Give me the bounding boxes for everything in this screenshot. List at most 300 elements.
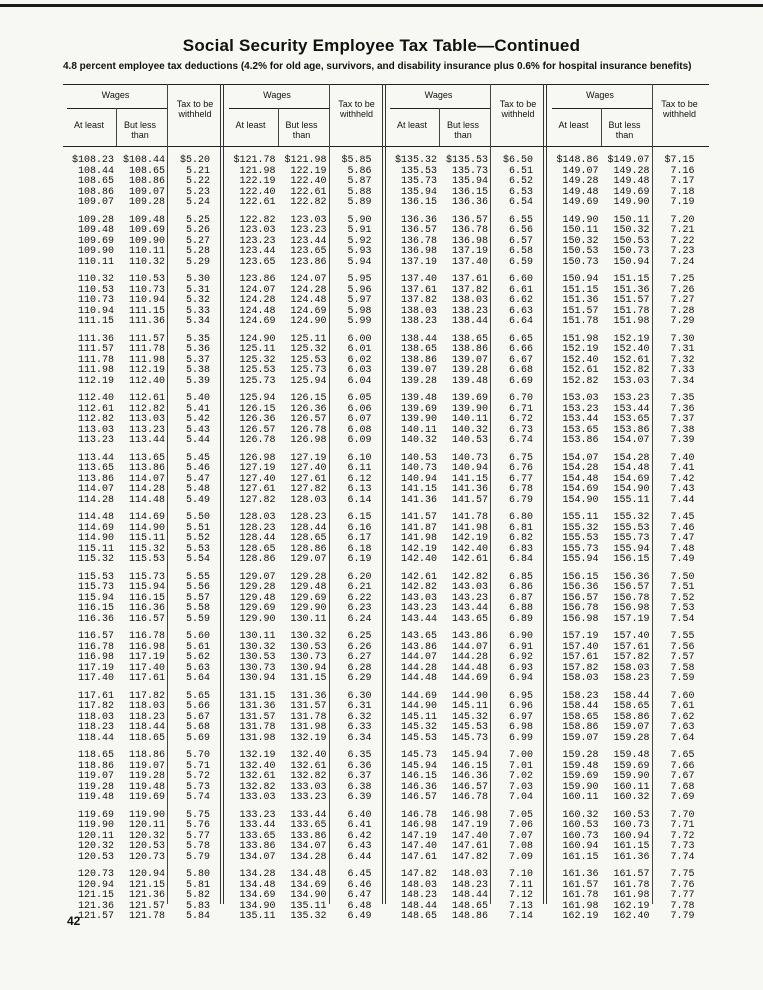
table-cell-at-least: $108.23 (71, 155, 114, 166)
table-cell-at-least: 129.48 (239, 592, 276, 604)
table-cell-at-least: 130.11 (239, 631, 276, 642)
wages-header-rule (67, 108, 167, 109)
table-cell-but-less-than: 114.28 (128, 484, 165, 495)
table-cell-tax: 5.38 (185, 365, 210, 376)
table-cell-but-less-than: 133.23 (290, 792, 327, 803)
table-cell-at-least: 153.23 (562, 403, 599, 415)
table-cell-tax: 6.97 (508, 711, 533, 723)
table-cell-tax: 6.53 (508, 186, 533, 198)
table-cell-at-least: $148.86 (556, 155, 599, 166)
table-cell-but-less-than: 155.94 (613, 543, 650, 555)
table-cell-at-least: 159.07 (562, 732, 599, 744)
table-cell-tax: 7.71 (670, 820, 695, 831)
table-cell-tax: 6.25 (347, 631, 372, 642)
table-cell-at-least: 131.57 (239, 711, 276, 723)
table-cell-tax: 7.66 (670, 760, 695, 772)
table-cell-at-least: 160.32 (562, 809, 599, 821)
table-cell-but-less-than: 136.36 (451, 197, 488, 208)
table-cell-but-less-than: 121.57 (128, 900, 165, 912)
at-least-header: At least (558, 120, 589, 130)
table-cell-at-least: 118.86 (77, 760, 114, 772)
table-cell-but-less-than: 118.65 (128, 732, 165, 744)
table-cell-at-least: 143.65 (400, 631, 437, 642)
table-cell-tax: 6.10 (347, 452, 372, 464)
table-cell-but-less-than: 134.48 (290, 869, 327, 880)
table-cell-but-less-than: 148.44 (451, 890, 488, 901)
table-cell-at-least: 156.98 (562, 613, 599, 625)
table-cell-at-least: 161.36 (562, 869, 599, 880)
table-cell-but-less-than: 149.69 (613, 186, 650, 198)
table-cell-at-least: 146.15 (400, 771, 437, 782)
table-cell-tax: 5.22 (185, 176, 210, 187)
table-cell-at-least: 121.36 (77, 900, 114, 912)
table-cell-but-less-than: 143.44 (451, 603, 488, 614)
table-cell-at-least: 125.53 (239, 365, 276, 376)
table-cell-tax: 6.81 (508, 522, 533, 534)
table-cell-tax: 7.30 (670, 333, 695, 345)
table-cell-tax: 6.76 (508, 463, 533, 474)
table-cell-at-least: $135.32 (394, 155, 437, 166)
table-cell-at-least: 154.28 (562, 463, 599, 474)
table-cell-tax: 6.14 (347, 494, 372, 506)
table-cell-tax: 7.18 (670, 186, 695, 198)
table-cell-at-least: 141.15 (400, 484, 437, 495)
table-cell-tax: 5.44 (185, 435, 210, 446)
table-cell-tax: 5.51 (185, 522, 210, 534)
table-cell-but-less-than: 115.32 (128, 543, 165, 555)
table-cell-but-less-than: 116.36 (128, 603, 165, 614)
table-cell-but-less-than: 161.57 (613, 869, 650, 880)
table-cell-tax: 7.25 (670, 274, 695, 285)
table-cell-at-least: 121.57 (77, 911, 114, 922)
table-cell-but-less-than: 131.98 (290, 722, 327, 733)
table-cell-at-least: 120.73 (77, 869, 114, 880)
table-cell-tax: 6.70 (508, 393, 533, 404)
table-cell-tax: 6.88 (508, 603, 533, 614)
table-cell-at-least: 145.94 (400, 760, 437, 772)
table-cell-tax: 6.28 (347, 662, 372, 674)
table-cell-at-least: 146.78 (400, 809, 437, 821)
table-cell-but-less-than: 161.15 (613, 841, 650, 852)
table-cell-at-least: 147.82 (400, 869, 437, 880)
table-cell-at-least: 126.36 (239, 414, 276, 425)
table-cell-but-less-than: 152.40 (613, 344, 650, 355)
table-cell-tax: 5.49 (185, 494, 210, 506)
table-cell-tax: 7.45 (670, 512, 695, 523)
table-cell-at-least: 138.44 (400, 333, 437, 345)
table-cell-tax: 7.67 (670, 771, 695, 782)
table-cell-at-least: 142.61 (400, 571, 437, 583)
tax-withheld-header: Tax to be withheld (176, 99, 214, 119)
table-cell-tax: 5.73 (185, 781, 210, 793)
group-divider (543, 84, 547, 904)
table-cell-but-less-than: 134.90 (290, 890, 327, 901)
table-cell-tax: 5.71 (185, 760, 210, 772)
table-cell-at-least: 132.82 (239, 781, 276, 793)
table-cell-but-less-than: 160.11 (613, 781, 650, 793)
table-cell-tax: 7.39 (670, 435, 695, 446)
table-cell-at-least: 112.40 (77, 393, 114, 404)
table-cell-at-least: 133.44 (239, 820, 276, 831)
table-cell-at-least: 151.57 (562, 305, 599, 317)
table-cell-tax: 7.72 (670, 830, 695, 842)
table-cell-but-less-than: 150.11 (613, 214, 650, 226)
table-cell-tax: 5.77 (185, 830, 210, 842)
table-cell-at-least: 141.87 (400, 522, 437, 534)
table-cell-but-less-than: 115.73 (128, 571, 165, 583)
table-cell-but-less-than: 139.07 (451, 354, 488, 366)
table-cell-but-less-than: 150.32 (613, 225, 650, 236)
table-cell-tax: 6.69 (508, 375, 533, 387)
table-cell-tax: 7.74 (670, 851, 695, 863)
table-cell-at-least: 130.94 (239, 673, 276, 684)
table-cell-tax: 6.49 (347, 911, 372, 922)
table-cell-tax: $5.20 (179, 155, 210, 166)
table-cell-tax: 5.39 (185, 375, 210, 387)
table-cell-tax: 7.35 (670, 393, 695, 404)
table-cell-tax: 6.41 (347, 820, 372, 831)
table-cell-tax: 7.41 (670, 463, 695, 474)
table-cell-at-least: 148.23 (400, 890, 437, 901)
table-cell-at-least: 140.11 (400, 424, 437, 436)
table-cell-at-least: 143.44 (400, 613, 437, 625)
table-cell-tax: 6.18 (347, 543, 372, 555)
table-cell-tax: 7.13 (508, 900, 533, 912)
table-cell-at-least: 110.11 (77, 256, 114, 268)
table-cell-tax: 5.60 (185, 631, 210, 642)
table-cell-at-least: 141.36 (400, 494, 437, 506)
table-cell-at-least: 151.78 (562, 316, 599, 327)
table-cell-but-less-than: 146.98 (451, 809, 488, 821)
table-cell-tax: 5.32 (185, 295, 210, 306)
table-cell-at-least: 117.40 (77, 673, 114, 684)
table-cell-at-least: 128.23 (239, 522, 276, 534)
table-cell-but-less-than: 109.90 (128, 235, 165, 247)
table-cell-tax: 6.07 (347, 414, 372, 425)
table-cell-at-least: 145.32 (400, 722, 437, 733)
table-cell-tax: 5.26 (185, 225, 210, 236)
table-cell-but-less-than: 152.82 (613, 365, 650, 376)
table-cell-at-least: 124.07 (239, 284, 276, 296)
table-cell-at-least: 159.69 (562, 771, 599, 782)
table-cell-but-less-than: 129.69 (290, 592, 327, 604)
table-cell-tax: 5.31 (185, 284, 210, 296)
table-cell-at-least: 150.32 (562, 235, 599, 247)
table-cell-at-least: 123.03 (239, 225, 276, 236)
table-cell-but-less-than: 133.65 (290, 820, 327, 831)
table-cell-tax: 6.92 (508, 652, 533, 663)
table-cell-tax: 5.59 (185, 613, 210, 625)
table-cell-tax: 5.28 (185, 246, 210, 257)
table-cell-but-less-than: 119.90 (128, 809, 165, 821)
table-cell-but-less-than: 122.40 (290, 176, 327, 187)
table-cell-but-less-than: 140.32 (451, 424, 488, 436)
table-cell-at-least: 155.73 (562, 543, 599, 555)
table-cell-at-least: 153.86 (562, 435, 599, 446)
table-cell-but-less-than: 151.57 (613, 295, 650, 306)
table-cell-but-less-than: 153.65 (613, 414, 650, 425)
table-cell-but-less-than: 142.40 (451, 543, 488, 555)
table-cell-but-less-than: 116.78 (128, 631, 165, 642)
table-cell-at-least: 152.82 (562, 375, 599, 387)
table-cell-tax: 6.79 (508, 494, 533, 506)
table-cell-but-less-than: 139.90 (451, 403, 488, 415)
table-cell-but-less-than: 145.11 (451, 701, 488, 712)
table-cell-tax: 5.62 (185, 652, 210, 663)
table-cell-but-less-than: 114.90 (128, 522, 165, 534)
group-divider (220, 84, 224, 904)
table-cell-tax: 7.05 (508, 809, 533, 821)
table-cell-tax: 7.06 (508, 820, 533, 831)
table-cell-tax: 7.54 (670, 613, 695, 625)
table-cell-but-less-than: 118.03 (128, 701, 165, 712)
table-cell-but-less-than: 108.86 (128, 176, 165, 187)
table-cell-but-less-than: 153.03 (613, 375, 650, 387)
table-cell-at-least: 161.98 (562, 900, 599, 912)
table-cell-but-less-than: 126.36 (290, 403, 327, 415)
table-cell-but-less-than: 158.03 (613, 662, 650, 674)
table-cell-at-least: 137.82 (400, 295, 437, 306)
table-cell-but-less-than: 140.94 (451, 463, 488, 474)
table-cell-at-least: 117.19 (77, 662, 114, 674)
table-cell-tax: 6.11 (347, 463, 372, 474)
table-cell-at-least: 123.86 (239, 274, 276, 285)
table-cell-tax: 7.37 (670, 414, 695, 425)
table-cell-at-least: 119.69 (77, 809, 114, 821)
table-cell-but-less-than: 123.23 (290, 225, 327, 236)
table-cell-tax: 7.00 (508, 750, 533, 761)
table-cell-tax: 6.40 (347, 809, 372, 821)
table-cell-tax: 5.34 (185, 316, 210, 327)
table-cell-but-less-than: 153.86 (613, 424, 650, 436)
table-cell-tax: 7.11 (508, 879, 533, 891)
table-cell-tax: 5.25 (185, 214, 210, 226)
table-cell-but-less-than: 142.82 (451, 571, 488, 583)
table-cell-but-less-than: 156.57 (613, 582, 650, 593)
table-cell-tax: 6.19 (347, 554, 372, 565)
table-cell-but-less-than: 160.94 (613, 830, 650, 842)
table-cell-but-less-than: 135.11 (290, 900, 327, 912)
table-cell-tax: 7.61 (670, 701, 695, 712)
table-cell-at-least: 147.61 (400, 851, 437, 863)
table-cell-but-less-than: 159.28 (613, 732, 650, 744)
table-cell-tax: 7.24 (670, 256, 695, 268)
table-cell-tax: 6.42 (347, 830, 372, 842)
table-cell-tax: 7.22 (670, 235, 695, 247)
table-cell-but-less-than: 125.32 (290, 344, 327, 355)
table-cell-tax: 6.74 (508, 435, 533, 446)
table-cell-but-less-than: 147.19 (451, 820, 488, 831)
table-cell-tax: 6.23 (347, 603, 372, 614)
table-cell-but-less-than: 132.61 (290, 760, 327, 772)
table-cell-at-least: 160.73 (562, 830, 599, 842)
table-cell-tax: 6.77 (508, 473, 533, 485)
table-cell-but-less-than: 139.69 (451, 393, 488, 404)
table-cell-but-less-than: 160.53 (613, 809, 650, 821)
table-cell-tax: 6.33 (347, 722, 372, 733)
table-cell-tax: 5.58 (185, 603, 210, 614)
table-cell-at-least: 144.28 (400, 662, 437, 674)
table-cell-at-least: 160.11 (562, 792, 599, 803)
table-cell-but-less-than: 120.11 (128, 820, 165, 831)
table-cell-at-least: 147.19 (400, 830, 437, 842)
table-cell-but-less-than: 112.19 (128, 365, 165, 376)
table-cell-at-least: 116.78 (77, 641, 114, 653)
table-cell-tax: 5.30 (185, 274, 210, 285)
table-cell-tax: 6.67 (508, 354, 533, 366)
tax-withheld-header: Tax to be withheld (661, 99, 698, 119)
table-cell-at-least: 161.15 (562, 851, 599, 863)
table-cell-tax: 5.95 (347, 274, 372, 285)
table-cell-at-least: 136.15 (400, 197, 437, 208)
table-cell-tax: 6.82 (508, 533, 533, 544)
wages-header: Wages (424, 90, 453, 100)
table-cell-tax: 6.38 (347, 781, 372, 793)
table-cell-at-least: 134.69 (239, 890, 276, 901)
table-cell-at-least: 161.57 (562, 879, 599, 891)
table-cell-but-less-than: 119.69 (128, 792, 165, 803)
table-cell-tax: 6.99 (508, 732, 533, 744)
table-cell-but-less-than: 124.07 (290, 274, 327, 285)
table-cell-but-less-than: 110.53 (128, 274, 165, 285)
table-cell-tax: 6.75 (508, 452, 533, 464)
table-cell-at-least: 110.73 (77, 295, 114, 306)
table-cell-but-less-than: 146.78 (451, 792, 488, 803)
table-cell-at-least: 108.65 (77, 176, 114, 187)
table-cell-at-least: 128.03 (239, 512, 276, 523)
table-cell-at-least: $121.78 (233, 155, 276, 166)
table-cell-tax: 5.86 (347, 165, 372, 177)
table-cell-but-less-than: 110.32 (128, 256, 165, 268)
table-cell-tax: 7.40 (670, 452, 695, 464)
table-cell-tax: 5.63 (185, 662, 210, 674)
table-cell-but-less-than: 148.86 (451, 911, 488, 922)
table-cell-at-least: 130.32 (239, 641, 276, 653)
table-cell-at-least: 120.11 (77, 830, 114, 842)
table-cell-at-least: 131.36 (239, 701, 276, 712)
table-cell-but-less-than: 151.36 (613, 284, 650, 296)
table-cell-but-less-than: 124.48 (290, 295, 327, 306)
table-cell-at-least: 130.73 (239, 662, 276, 674)
table-cell-tax: 7.64 (670, 732, 695, 744)
table-cell-tax: 5.82 (185, 890, 210, 901)
table-cell-at-least: 146.57 (400, 792, 437, 803)
table-cell-tax: 7.49 (670, 554, 695, 565)
table-cell-but-less-than: 117.82 (128, 690, 165, 702)
table-cell-at-least: 158.23 (562, 690, 599, 702)
table-cell-tax: 6.02 (347, 354, 372, 366)
table-cell-at-least: 137.61 (400, 284, 437, 296)
table-cell-tax: 7.26 (670, 284, 695, 296)
table-cell-but-less-than: 144.69 (451, 673, 488, 684)
table-cell-tax: 7.28 (670, 305, 695, 317)
header-bottom-rule (63, 146, 709, 147)
table-cell-tax: 6.59 (508, 256, 533, 268)
table-cell-tax: 5.43 (185, 424, 210, 436)
table-cell-but-less-than: 151.15 (613, 274, 650, 285)
table-cell-at-least: 114.69 (77, 522, 114, 534)
table-cell-but-less-than: 143.86 (451, 631, 488, 642)
table-cell-at-least: 111.98 (77, 365, 114, 376)
but-less-than-header: But less than (123, 120, 156, 140)
table-cell-tax: 5.37 (185, 354, 210, 366)
table-cell-but-less-than: 129.90 (290, 603, 327, 614)
table-cell-at-least: 157.19 (562, 631, 599, 642)
table-cell-at-least: 140.73 (400, 463, 437, 474)
table-cell-but-less-than: 113.03 (128, 414, 165, 425)
table-cell-but-less-than: 156.15 (613, 554, 650, 565)
but-less-than-header: But less than (608, 120, 641, 140)
table-cell-tax: 5.81 (185, 879, 210, 891)
table-cell-tax: 5.92 (347, 235, 372, 247)
table-cell-at-least: 123.23 (239, 235, 276, 247)
table-cell-at-least: 156.57 (562, 592, 599, 604)
table-cell-at-least: 149.48 (562, 186, 599, 198)
table-cell-at-least: 142.82 (400, 582, 437, 593)
table-cell-but-less-than: 151.98 (613, 316, 650, 327)
table-cell-but-less-than: 157.61 (613, 641, 650, 653)
table-cell-but-less-than: 108.65 (128, 165, 165, 177)
table-cell-at-least: 129.90 (239, 613, 276, 625)
table-cell-tax: 7.17 (670, 176, 695, 187)
table-cell-but-less-than: 150.94 (613, 256, 650, 268)
table-cell-at-least: 109.69 (77, 235, 114, 247)
table-cell-at-least: 135.94 (400, 186, 437, 198)
table-cell-at-least: 122.61 (239, 197, 276, 208)
table-cell-tax: 7.03 (508, 781, 533, 793)
table-cell-tax: 6.63 (508, 305, 533, 317)
table-cell-at-least: 115.94 (77, 592, 114, 604)
table-cell-at-least: 126.78 (239, 435, 276, 446)
table-cell-but-less-than: 158.65 (613, 701, 650, 712)
table-cell-but-less-than: 116.15 (128, 592, 165, 604)
table-cell-tax: 7.68 (670, 781, 695, 793)
table-cell-at-least: 151.36 (562, 295, 599, 306)
table-cell-tax: 6.13 (347, 484, 372, 495)
column-divider (601, 108, 602, 146)
table-cell-at-least: 140.94 (400, 473, 437, 485)
table-cell-at-least: 148.44 (400, 900, 437, 912)
table-cell-tax: 6.98 (508, 722, 533, 733)
table-cell-tax: 7.27 (670, 295, 695, 306)
table-cell-tax: 7.75 (670, 869, 695, 880)
table-cell-at-least: 161.78 (562, 890, 599, 901)
table-cell-at-least: 112.61 (77, 403, 114, 415)
table-cell-but-less-than: 114.69 (128, 512, 165, 523)
table-cell-tax: 6.32 (347, 711, 372, 723)
table-cell-tax: 6.31 (347, 701, 372, 712)
table-cell-at-least: 112.19 (77, 375, 114, 387)
table-cell-tax: 5.67 (185, 711, 210, 723)
table-cell-at-least: 154.69 (562, 484, 599, 495)
table-cell-tax: 6.12 (347, 473, 372, 485)
table-cell-but-less-than: 156.78 (613, 592, 650, 604)
table-cell-but-less-than: 112.61 (128, 393, 165, 404)
table-cell-but-less-than: 109.48 (128, 214, 165, 226)
table-cell-but-less-than: 141.98 (451, 522, 488, 534)
table-cell-tax: 5.24 (185, 197, 210, 208)
table-cell-but-less-than: 151.78 (613, 305, 650, 317)
table-cell-at-least: 121.15 (77, 890, 114, 901)
table-cell-tax: 6.56 (508, 225, 533, 236)
table-cell-tax: 5.21 (185, 165, 210, 177)
table-cell-but-less-than: 138.44 (451, 316, 488, 327)
table-cell-tax: 7.10 (508, 869, 533, 880)
table-cell-but-less-than: 125.53 (290, 354, 327, 366)
table-cell-at-least: 118.23 (77, 722, 114, 733)
table-cell-tax: 7.55 (670, 631, 695, 642)
table-cell-at-least: 158.03 (562, 673, 599, 684)
